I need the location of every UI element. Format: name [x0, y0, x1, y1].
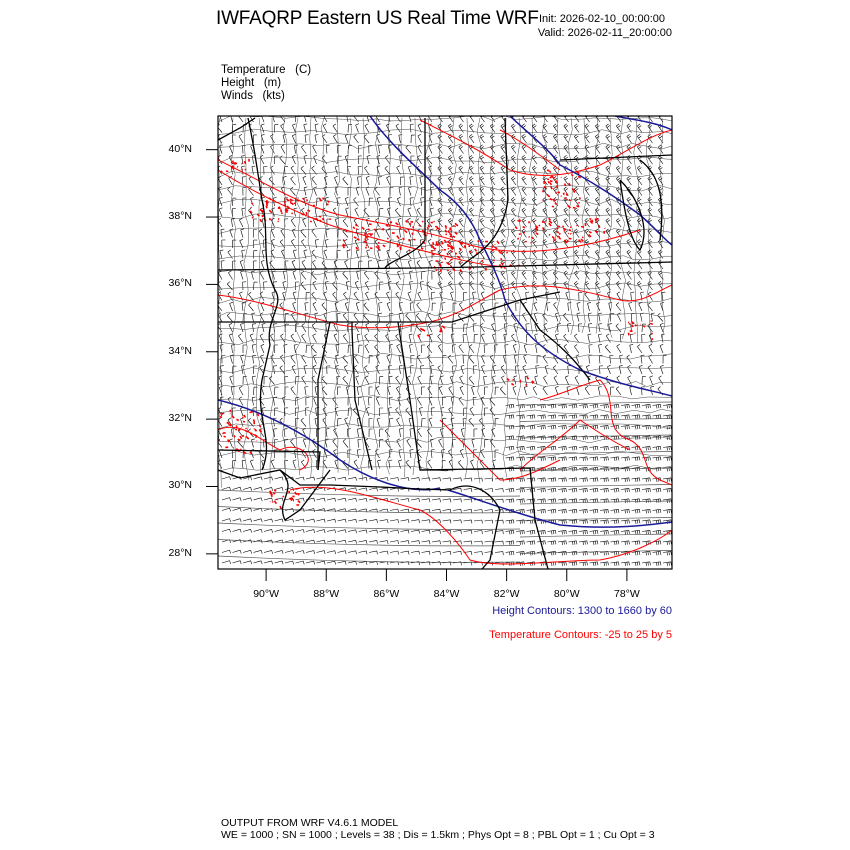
lon-label: 86°W	[373, 588, 400, 600]
lon-label: 82°W	[493, 588, 520, 600]
legend-winds: Winds (kts)	[221, 90, 285, 102]
state-boundaries	[218, 118, 672, 569]
lat-label: 28°N	[168, 546, 192, 559]
init-time: Init: 2026-02-10_00:00:00	[539, 13, 665, 25]
lon-label: 88°W	[313, 588, 340, 600]
lon-label: 80°W	[553, 588, 580, 600]
height-contour-note: Height Contours: 1300 to 1660 by 60	[492, 605, 672, 617]
valid-time: Valid: 2026-02-11_20:00:00	[537, 27, 672, 39]
lat-label: 30°N	[168, 479, 192, 492]
lat-label: 34°N	[168, 344, 192, 357]
legend-temperature: Temperature (C)	[221, 64, 312, 76]
lon-label: 84°W	[433, 588, 460, 600]
county-boundaries	[217, 116, 692, 563]
temperature-contour-note: Temperature Contours: -25 to 25 by 5	[489, 629, 672, 641]
lat-label: 36°N	[168, 277, 192, 290]
lon-label: 78°W	[613, 588, 640, 600]
model-output-note: OUTPUT FROM WRF V4.6.1 MODEL	[221, 817, 399, 829]
lon-label: 90°W	[253, 588, 279, 600]
legend-height: Height (m)	[221, 77, 282, 89]
page-title: IWFAQRP Eastern US Real Time WRF	[216, 8, 539, 29]
plot-frame	[218, 116, 672, 569]
lat-label: 32°N	[168, 412, 192, 425]
model-config-note: WE = 1000 ; SN = 1000 ; Levels = 38 ; Dis = 1.5km ; Phys Opt = 8 ; PBL Opt = 1 ; Cu Opt = 3	[221, 829, 655, 841]
lat-label: 38°N	[168, 210, 192, 223]
lat-label: 40°N	[168, 142, 192, 155]
